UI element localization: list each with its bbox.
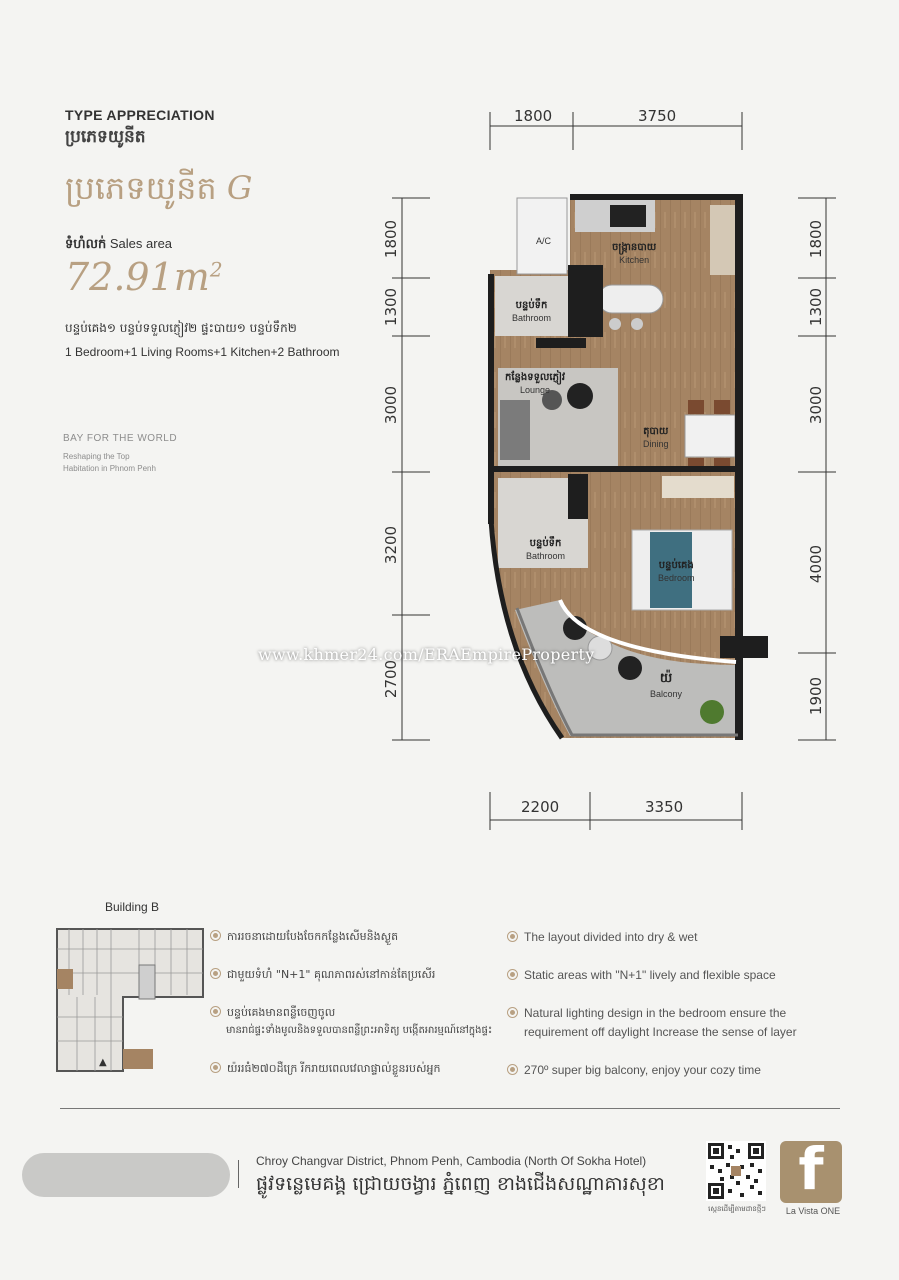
building-label: Building B xyxy=(105,900,160,914)
balcony-chair xyxy=(618,656,642,680)
feature-km-3b: មានរាជ់ផ្ទះទាំងមូលនិងទទួលបានពន្លឺព្រះអាទិត្យ បង្កើតអារម្មណ៍នៅក្នុងផ្ទះ xyxy=(226,1025,493,1036)
stool xyxy=(609,318,621,330)
sofa xyxy=(500,400,530,460)
facebook-f-glyph: f xyxy=(798,1135,824,1203)
address-km: ផ្លូវទន្លេមេគង្គ ជ្រោយចង្វារ ភ្នំពេញ ខាងជើងសណ្ឋាគារសុខា xyxy=(256,1173,665,1195)
kitchen-label: ចង្ក្រានបាយ Kitchen xyxy=(612,242,657,265)
feature-km-3: បន្ទប់គេងមានពន្លឺចេញចូល xyxy=(210,1004,335,1022)
slogan-subtitle: Reshaping the Top Habitation in Phnom Penh xyxy=(63,452,156,473)
bullet-icon xyxy=(507,1007,518,1018)
feature-en-4: 270º super big balcony, enjoy your cozy time xyxy=(507,1061,761,1079)
watermark: www.khmer24.com/ERAEmpireProperty xyxy=(258,645,595,664)
building-site-plan xyxy=(55,925,205,1075)
balcony-label: យ៉ Balcony xyxy=(650,671,683,699)
type-heading: TYPE APPRECIATION xyxy=(65,107,215,123)
bathroom-top-label: បន្ទប់ទឹក Bathroom xyxy=(512,300,552,323)
dining-label: តុបាយ Dining xyxy=(643,426,669,449)
dim-left-2: 1300 xyxy=(382,287,400,327)
dim-top-2: 3750 xyxy=(638,107,677,125)
bathroom-bottom-label: បន្ទប់ទឹក Bathroom xyxy=(526,538,566,561)
qr-code-icon[interactable] xyxy=(706,1141,766,1201)
ac-label: A/C xyxy=(536,236,552,246)
dim-left-4: 3200 xyxy=(382,525,400,565)
dim-left-5: 2700 xyxy=(382,659,400,699)
address-en: Chroy Changvar District, Phnom Penh, Cambodia (North Of Sokha Hotel) xyxy=(256,1154,647,1168)
sales-area-value: $72.91m^2$ xyxy=(65,255,223,299)
area-superscript: 2 xyxy=(209,257,223,282)
bullet-icon xyxy=(210,968,221,979)
dim-top-1: 1800 xyxy=(514,107,553,125)
facebook-caption: La Vista ONE xyxy=(785,1206,841,1216)
feature-en-3: Natural lighting design in the bedroom ensure the xyxy=(507,1004,786,1022)
cooktop xyxy=(610,205,646,227)
coffee-table xyxy=(567,383,593,409)
divider xyxy=(60,1108,840,1109)
dim-left-1: 1800 xyxy=(382,219,400,259)
dining-chair xyxy=(714,400,730,414)
logo-placeholder xyxy=(22,1153,230,1197)
bedroom-label: បន្ទប់គេង Bedroom xyxy=(658,560,695,583)
bullet-icon xyxy=(210,930,221,941)
lounge-label: កន្លែងទទួលភ្ញៀវ Lounge xyxy=(505,372,566,395)
feature-en-2: Static areas with "N+1" lively and flexible space xyxy=(507,966,776,984)
unit-type-letter: G xyxy=(226,169,253,207)
feature-km-2: ជាមួយទំហំ "N+1" គុណភាពរស់នៅកាន់តែប្រសើរ xyxy=(210,966,435,984)
feature-km-1: ការរចនាដោយបែងចែកកន្លែងសើមនិងស្ងួត xyxy=(210,928,398,946)
bullet-icon xyxy=(210,1006,221,1017)
dim-right-2: 1300 xyxy=(807,287,825,327)
dining-chair xyxy=(688,400,704,414)
sales-area-km: ទំហំលក់ xyxy=(65,237,107,252)
qr-caption: ស្កេនដើម្បីតាមដានថ្មីៗ xyxy=(708,1205,766,1213)
svg-text:▲: ▲ xyxy=(99,1057,107,1068)
dim-right-1: 1800 xyxy=(807,219,825,259)
unit-type-km: ប្រភេទយូនីត xyxy=(65,169,217,207)
feature-en-3b: requirement off daylight Increase the sense of layer xyxy=(524,1025,797,1039)
dining-table xyxy=(685,415,735,457)
room-summary-en: 1 Bedroom+1 Living Rooms+1 Kitchen+2 Bathroom xyxy=(65,345,340,359)
kitchen-island xyxy=(598,285,663,313)
bedroom-wardrobe xyxy=(662,476,734,498)
fridge xyxy=(710,205,735,275)
dim-bottom-2: 3350 xyxy=(645,798,684,816)
dim-bottom-1: 2200 xyxy=(521,798,560,816)
plant xyxy=(700,700,724,724)
stool xyxy=(631,318,643,330)
dim-right-4: 4000 xyxy=(807,544,825,584)
slogan-title: BAY FOR THE WORLD xyxy=(63,433,178,444)
dim-right-5: 1900 xyxy=(807,676,825,716)
type-heading-km: ប្រភេទយូនីត xyxy=(65,127,146,147)
bullet-icon xyxy=(507,931,518,942)
room-summary-km: បន្ទប់គេង១ បន្ទប់ទទួលភ្ញៀវ២ ផ្ទះបាយ១ បន្ទប់ទឹក២ xyxy=(65,321,297,335)
bullet-icon xyxy=(507,1064,518,1075)
bullet-icon xyxy=(507,969,518,980)
footer-separator xyxy=(238,1160,239,1188)
bullet-icon xyxy=(210,1062,221,1073)
feature-en-1: The layout divided into dry & wet xyxy=(507,928,697,946)
feature-km-4: យ៉ររធំ២៧០ដឺក្រេ រីករាយពេលវេលាផ្ទាល់ខ្លួនរបស់អ្នក xyxy=(210,1060,440,1078)
dim-right-3: 3000 xyxy=(807,385,825,425)
dim-left-3: 3000 xyxy=(382,385,400,425)
sales-area-en: Sales area xyxy=(109,236,173,251)
